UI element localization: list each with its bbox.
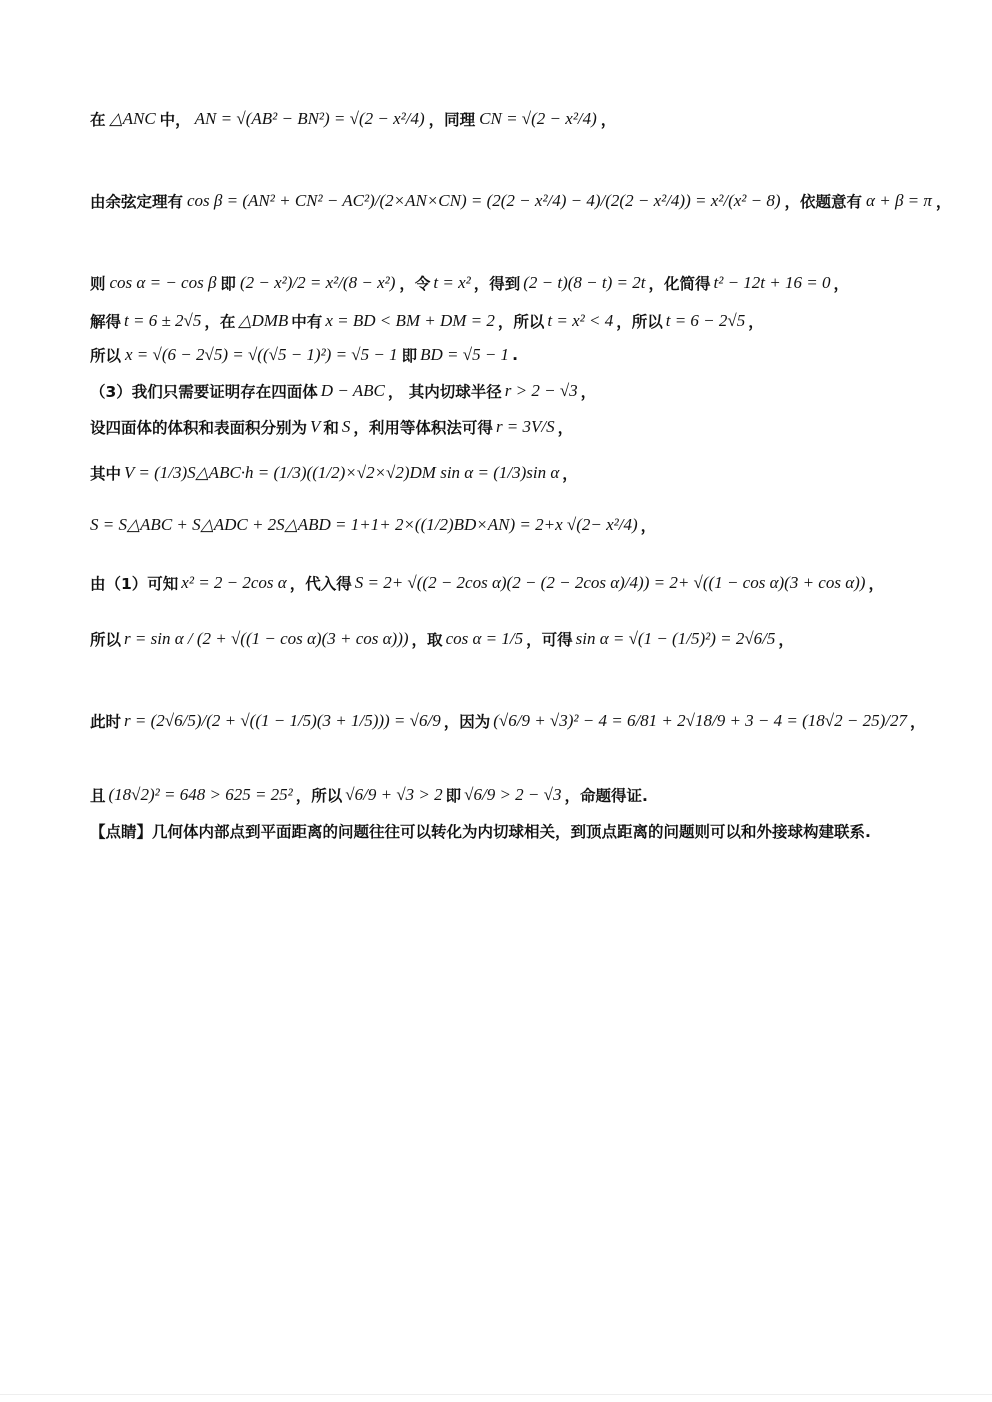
text: ，所以 — [497, 313, 545, 331]
text: 中有 — [291, 313, 323, 331]
line-4 — [90, 310, 764, 332]
math: x = √(6 − 2√5) = √((√5 − 1)²) = √5 − 1 — [125, 345, 398, 364]
note-label: 【点睛】 — [90, 823, 153, 841]
text: ，得到 — [473, 275, 521, 293]
note-text: 几何体内部点到平面距离的问题往往可以转化为内切球相关，到顶点距离的问题则可以和外接球构建联系. — [152, 823, 871, 841]
text: ， — [580, 383, 597, 401]
math: t = x² < 4 — [547, 311, 614, 330]
text: 即 — [445, 787, 462, 805]
math: x² = 2 − 2cos α — [181, 573, 287, 592]
text: 和 — [323, 419, 339, 437]
text: ， — [833, 275, 849, 293]
text: ， — [600, 111, 617, 129]
math: S — [341, 417, 351, 436]
text: ， — [935, 193, 952, 211]
line-1 — [90, 108, 616, 130]
line-2 — [90, 190, 951, 212]
key-point-note — [90, 818, 910, 846]
math: S = 2+ √((2 − 2cos α)(2 − (2 − 2cos α)/4)) = 2+ √((1 − cos α)(3 + cos α)) — [354, 573, 866, 592]
text: ， — [640, 517, 657, 535]
math: (18√2)² = 648 > 625 = 25² — [108, 785, 293, 804]
math: cos β = (AN² + CN² − AC²)/(2×AN×CN) = (2(2 − x²/4) − 4)/(2(2 − x²/4)) = x²/(x² − 8) — [187, 191, 781, 210]
text: 解得 — [90, 313, 122, 331]
math: t² − 12t + 16 = 0 — [713, 273, 831, 292]
math: CN = √(2 − x²/4) — [479, 109, 597, 128]
math: r > 2 − √3 — [504, 381, 578, 400]
text: 由余弦定理有 — [90, 193, 184, 211]
text: ，命题得证. — [564, 787, 648, 805]
text: ，代入得 — [289, 575, 352, 593]
text: 则 — [90, 275, 106, 293]
math: √6/9 > 2 − √3 — [464, 785, 562, 804]
math: t = 6 − 2√5 — [665, 311, 746, 330]
line-11 — [90, 628, 794, 650]
text: ，所以 — [616, 313, 663, 331]
page-bottom-rule — [0, 1394, 992, 1395]
line-7 — [90, 416, 573, 438]
line-13 — [90, 784, 648, 806]
line-12 — [90, 710, 925, 732]
math: V = (1/3)S△ABC·h = (1/3)((1/2)×√2×√2)DM sin α = (1/3)sin α — [124, 463, 560, 482]
math: D − ABC — [320, 381, 385, 400]
text: ，所以 — [295, 787, 343, 805]
text: 即 — [401, 347, 418, 365]
text: 此时 — [90, 713, 122, 731]
line-6 — [90, 380, 596, 402]
math: cos α = − cos β — [109, 273, 217, 292]
text: ，可得 — [526, 631, 573, 649]
math: S = S△ABC + S△ADC + 2S△ABD = 1+1+ 2×((1/2)BD×AN) = 2+x √(2− x²/4) — [90, 515, 638, 534]
text: （3）我们只需要证明存在四面体 — [90, 383, 318, 401]
math: r = sin α / (2 + √((1 − cos α)(3 + cos α))) — [124, 629, 409, 648]
math: AN = √(AB² − BN²) = √(2 − x²/4) — [194, 109, 425, 128]
text: ，在 — [204, 313, 236, 331]
text: ，利用等体积法可得 — [353, 419, 493, 437]
text: ，同理 — [428, 111, 476, 129]
math: (2 − t)(8 − t) = 2t — [523, 273, 646, 292]
text: ， — [748, 313, 764, 331]
math: △ANC — [109, 109, 156, 128]
text: ， — [868, 575, 884, 593]
text: 其中 — [90, 465, 122, 483]
math: △DMB — [238, 311, 289, 330]
line-9 — [90, 514, 656, 536]
math: (√6/9 + √3)² − 4 = 6/81 + 2√18/9 + 3 − 4 = (18√2 − 25)/27 — [493, 711, 907, 730]
line-10 — [90, 572, 884, 594]
text: ，因为 — [443, 713, 491, 731]
text: ， — [557, 419, 574, 437]
text: 即 — [220, 275, 236, 293]
math: α + β = π — [866, 191, 932, 210]
math: r = 3V/S — [495, 417, 555, 436]
math: (2 − x²)/2 = x²/(8 − x²) — [239, 273, 396, 292]
text: . — [512, 346, 518, 364]
text: 所以 — [90, 631, 122, 649]
text: ， — [562, 465, 578, 483]
math: BD = √5 − 1 — [420, 345, 510, 364]
text: 所以 — [90, 347, 122, 365]
math: x = BD < BM + DM = 2 — [325, 311, 495, 330]
line-5 — [90, 344, 518, 366]
text: ，化简得 — [648, 275, 711, 293]
math: t = 6 ± 2√5 — [124, 311, 202, 330]
line-3 — [90, 272, 849, 294]
text: 由（1）可知 — [90, 575, 179, 593]
text: ，依题意有 — [784, 193, 863, 211]
text: ， — [909, 713, 926, 731]
text: 设四面体的体积和表面积分别为 — [90, 419, 308, 437]
line-8 — [90, 462, 578, 484]
math: sin α = √(1 − (1/5)²) = 2√6/5 — [575, 629, 776, 648]
text: 在 — [90, 111, 106, 129]
math: t = x² — [433, 273, 471, 292]
text: 中， — [159, 111, 191, 129]
text: ，令 — [399, 275, 431, 293]
text: ，取 — [411, 631, 443, 649]
math: V — [310, 417, 321, 436]
math: r = (2√6/5)/(2 + √((1 − 1/5)(3 + 1/5))) = √6/9 — [124, 711, 441, 730]
text: ， 其内切球半径 — [387, 383, 502, 401]
text: ， — [778, 631, 794, 649]
math: cos α = 1/5 — [445, 629, 524, 648]
text: 且 — [90, 787, 106, 805]
math: √6/9 + √3 > 2 — [345, 785, 443, 804]
